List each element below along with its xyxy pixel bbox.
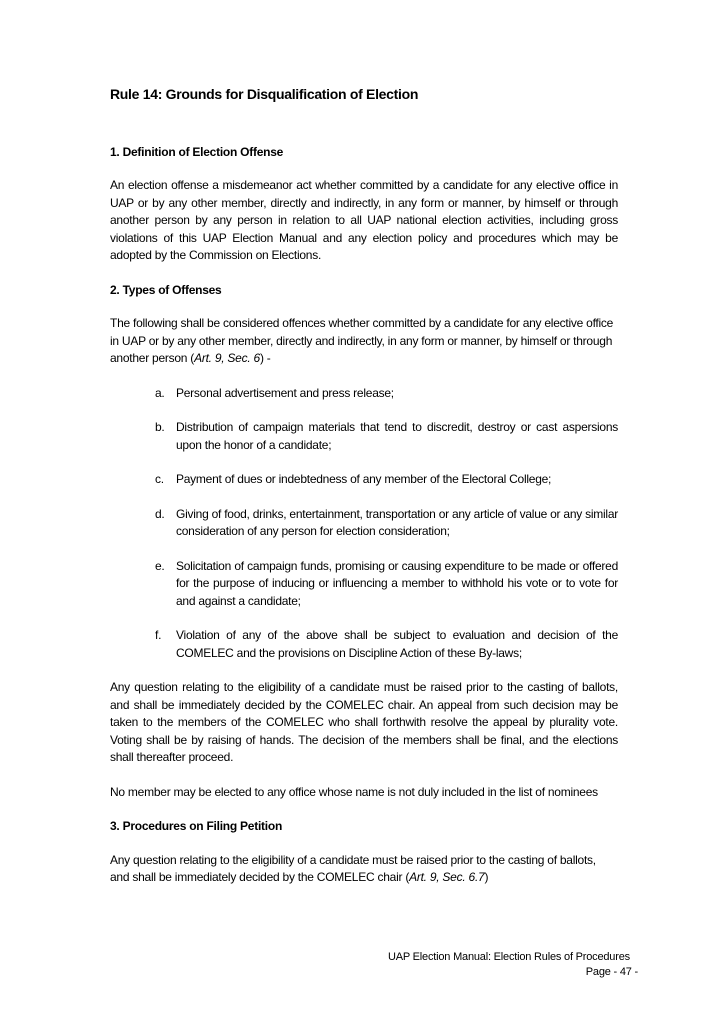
section-2-intro-text: The following shall be considered offences whether committed by a candidate for any elective office in UAP or by any other member, directly and indirectly, in any form or manner, by himself or through another person ( [110,316,614,365]
list-item [110,506,618,541]
list-item-text: Violation of any of the above shall be subject to evaluation and decision of the COMELEC and the provisions on Discipline Action of these By-laws; [176,628,618,660]
footer-page-number: Page - 47 - [585,966,638,978]
list-marker: a. [155,385,165,400]
list-item-text: Personal advertisement and press release; [176,385,394,400]
document-page [110,86,618,904]
list-marker: e. [155,558,165,573]
section-2-intro-end: ) - [259,351,271,365]
list-marker: b. [155,420,165,434]
section-2-intro [110,315,618,368]
rule-title: Rule 14: Grounds for Disqualification of Election [110,86,419,102]
nominees-paragraph: No member may be elected to any office whose name is not duly included in the list of nominees [110,784,598,799]
list-item-text: Giving of food, drinks, entertainment, transportation or any article of value or any similar consideration of any person for election consideration; [176,506,618,538]
page-footer [388,950,638,980]
list-item [110,627,618,662]
section-1-heading: 1. Definition of Election Offense [110,144,284,159]
section-3-citation: Art. 9, Sec. 6.7 [409,870,485,884]
section-2-heading: 2. Types of Offenses [110,282,222,297]
list-item [110,558,618,611]
list-item [110,471,618,489]
list-item-text: Solicitation of campaign funds, promising or causing expenditure to be made or offered for the purpose of inducing or influencing a member to withhold his vote or to vote for and against a candidate; [176,558,618,608]
list-item-text: Payment of dues or indebtedness of any member of the Electoral College; [176,472,552,486]
list-marker: d. [155,506,165,521]
offense-list [110,385,618,663]
section-3-body-end: ) [484,870,489,884]
footer-document-title: UAP Election Manual: Election Rules of Procedures [388,951,630,963]
list-item [110,419,618,454]
section-3-heading: 3. Procedures on Filing Petition [110,819,283,833]
list-marker: f. [155,628,162,642]
list-item-text: Distribution of campaign materials that tend to discredit, destroy or cast aspersions upon the honor of a candidate; [176,420,618,452]
eligibility-paragraph: Any question relating to the eligibility of a candidate must be raised prior to the casting of ballots, and shall be immediately decided by the COMELEC chair. An appeal from such decision may be taken to the members of the COMELEC who shall forthwith resolve the appeal by plurality vote. Voting shall be by raising of hands. The decision of the members shall be final, and the elections shall thereafter proceed. [110,680,618,764]
section-3-body-text: Any question relating to the eligibility of a candidate must be raised prior to the casting of ballots, and shall be immediately decided by the COMELEC chair ( [110,852,596,884]
section-3-body [110,852,618,887]
section-1-body: An election offense a misdemeanor act whether committed by a candidate for any elective office in UAP or by any other member, directly and indirectly, in any form or manner, by himself or through another person by any person in relation to all UAP national election activities, including gross violations of this UAP Election Manual and any election policy and procedures which may be adopted by the Commission on Elections. [110,178,618,262]
list-marker: c. [155,472,164,486]
list-item [110,385,618,403]
section-2-citation: Art. 9, Sec. 6 [194,351,260,365]
